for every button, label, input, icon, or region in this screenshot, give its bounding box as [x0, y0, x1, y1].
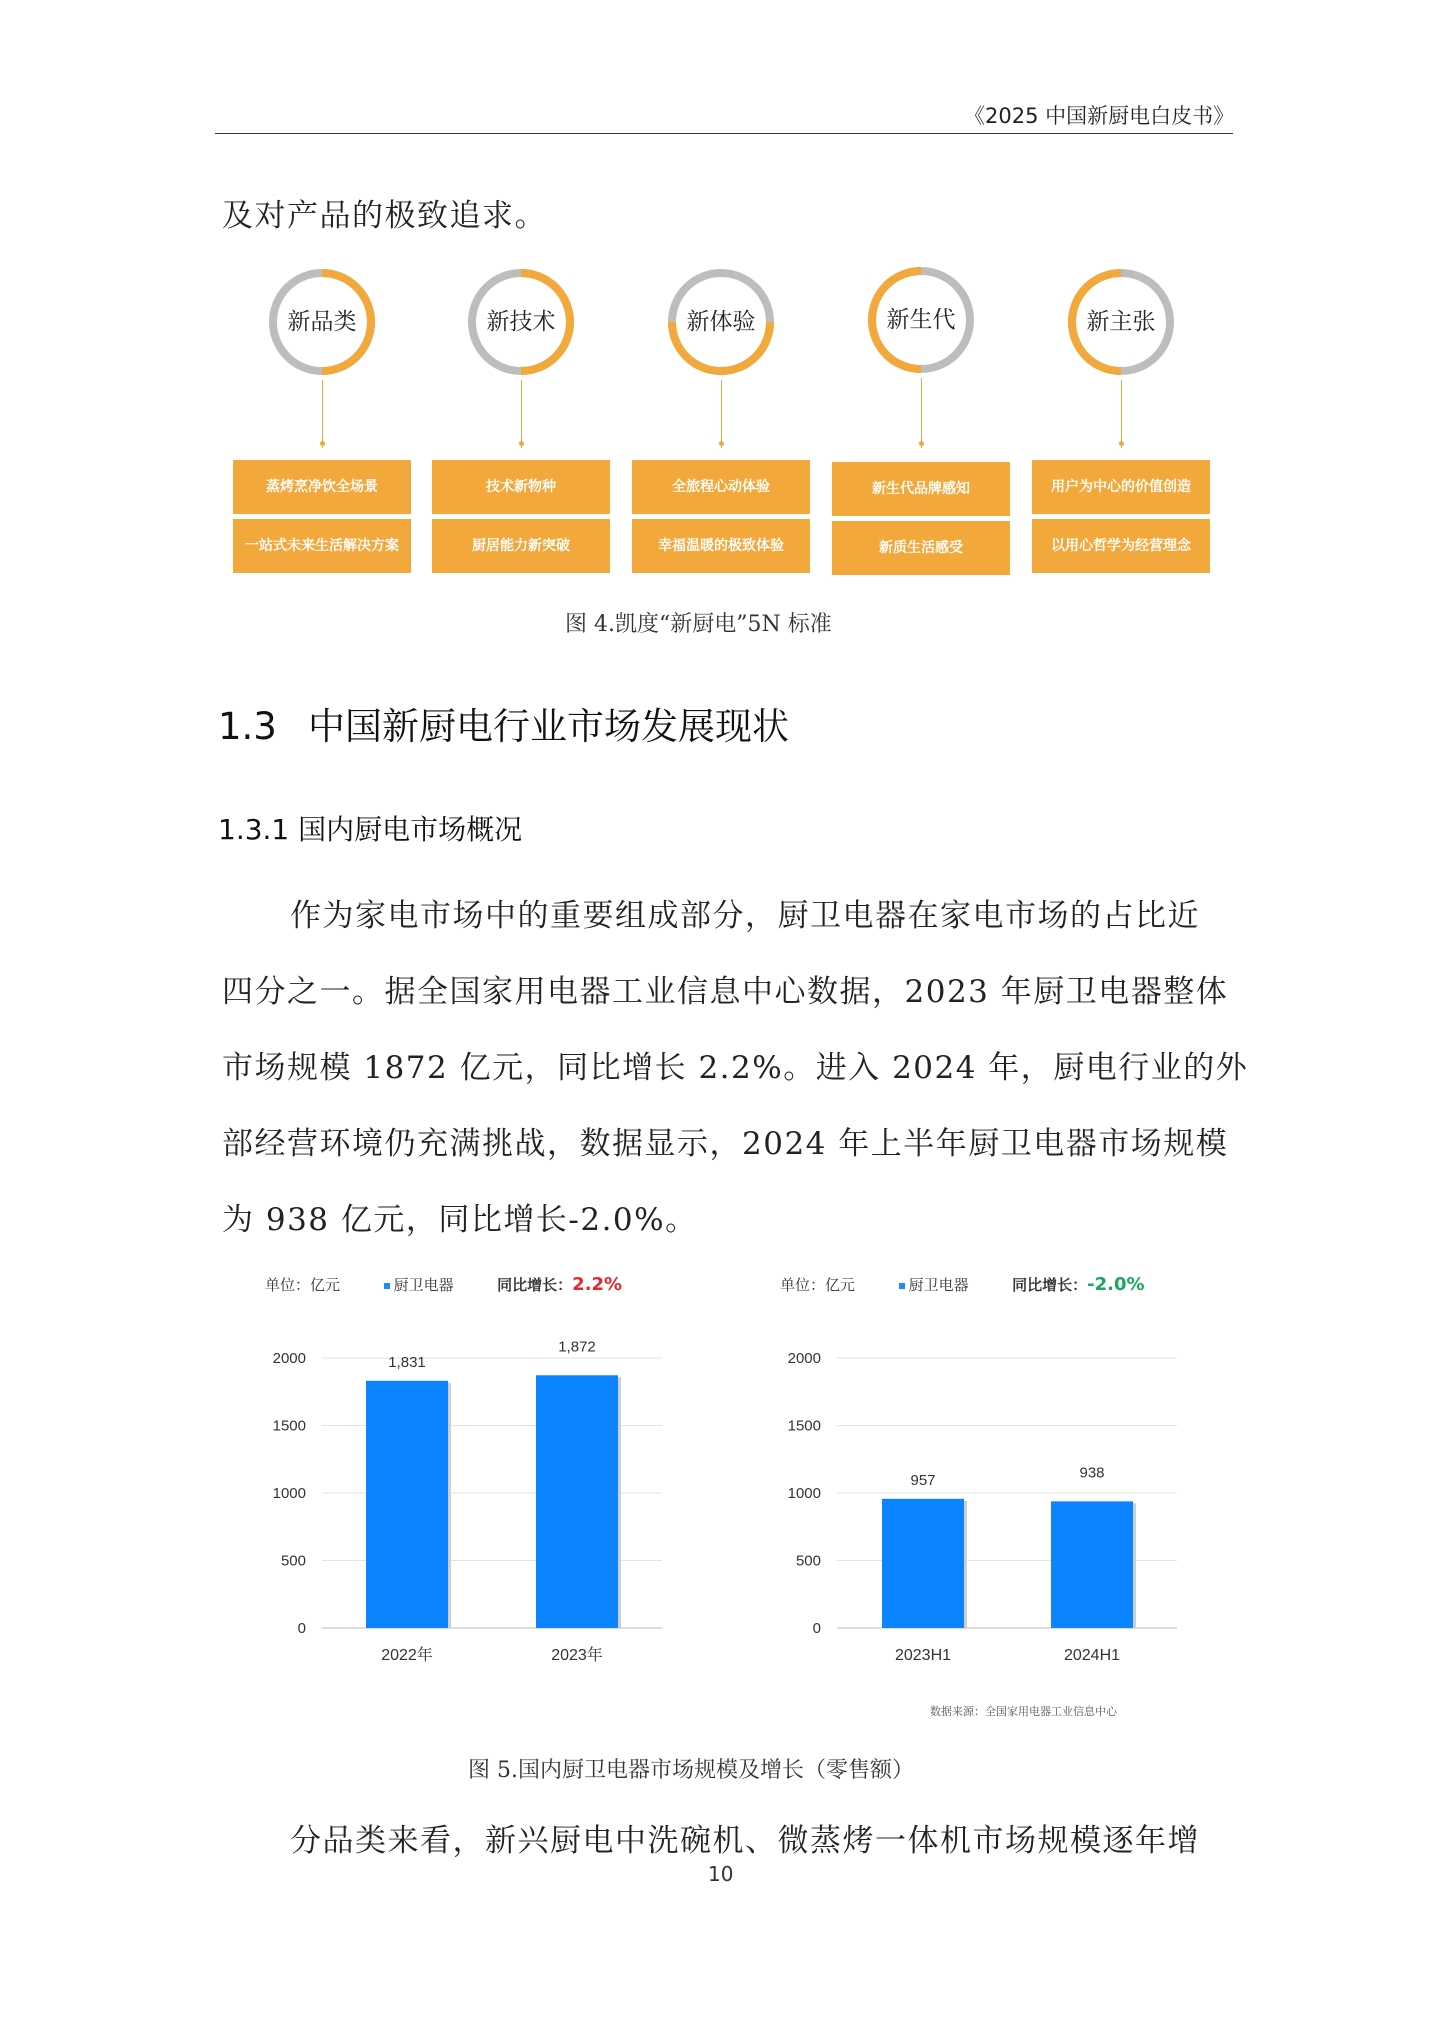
y-tick-label: 0 — [812, 1620, 821, 1637]
five-n-ring-1 — [268, 268, 376, 376]
connector-line — [721, 380, 722, 448]
five-n-label: 新体验 — [686, 309, 756, 335]
subsection-heading: 1.3.1 国内厨电市场概况 — [218, 813, 523, 846]
y-tick-label: 1000 — [272, 1485, 306, 1502]
five-n-ring-4 — [867, 266, 975, 374]
bar-value-label: 938 — [1079, 1464, 1105, 1482]
chart-2-header — [780, 1274, 1145, 1295]
bar-chart-2022-2023 — [250, 1330, 680, 1670]
growth-value: 2.2% — [572, 1274, 623, 1295]
y-tick-label: 2000 — [272, 1350, 306, 1367]
y-tick-label: 0 — [297, 1620, 306, 1637]
y-tick-label: 500 — [280, 1552, 306, 1570]
paragraph-line: 作为家电市场中的重要组成部分，厨卫电器在家电市场的占比近 — [290, 898, 1200, 934]
figure-4-caption: 图 4.凯度“新厨电”5N 标准 — [565, 612, 832, 637]
y-tick-label: 1000 — [787, 1485, 821, 1502]
five-n-ring-5 — [1067, 268, 1175, 376]
five-n-box-top: 技术新物种 — [432, 460, 610, 514]
bar — [882, 1499, 964, 1628]
legend-label: 厨卫电器 — [908, 1276, 969, 1294]
running-header: 《2025 中国新厨电白皮书》 — [964, 104, 1235, 128]
y-tick-label: 1500 — [272, 1417, 306, 1435]
paragraph-line: 市场规模 1872 亿元，同比增长 2.2%。进入 2024 年，厨电行业的外 — [222, 1050, 1249, 1086]
x-category-label: 2023H1 — [894, 1647, 952, 1664]
section-title: 中国新厨电行业市场发展现状 — [308, 705, 789, 748]
growth-label: 同比增长： — [497, 1276, 573, 1294]
connector-line — [921, 378, 922, 448]
section-number: 1.3 — [218, 705, 277, 748]
paragraph-line: 部经营环境仍充满挑战，数据显示，2024 年上半年厨卫电器市场规模 — [222, 1126, 1229, 1162]
growth-value: -2.0% — [1087, 1274, 1145, 1295]
unit-label: 单位：亿元 — [780, 1276, 856, 1294]
connector-dot — [320, 441, 325, 446]
y-tick-label: 2000 — [787, 1350, 821, 1367]
bar — [1051, 1501, 1133, 1628]
y-tick-label: 1500 — [787, 1417, 821, 1435]
five-n-label: 新主张 — [1086, 309, 1156, 335]
five-n-box-bottom: 一站式未来生活解决方案 — [233, 519, 411, 573]
x-category-label: 2023年 — [551, 1647, 603, 1664]
five-n-label: 新品类 — [287, 309, 357, 335]
five-n-label: 新生代 — [886, 307, 956, 333]
five-n-box-bottom: 幸福温暖的极致体验 — [632, 519, 810, 573]
bar-value-label: 1,831 — [388, 1353, 426, 1371]
figure-5-caption: 图 5.国内厨卫电器市场规模及增长（零售额） — [468, 1758, 914, 1783]
five-n-box-top: 新生代品牌感知 — [832, 462, 1010, 516]
intro-tail-text: 及对产品的极致追求。 — [222, 198, 547, 234]
five-n-ring-2 — [467, 268, 575, 376]
paragraph-line: 为 938 亿元，同比增长-2.0%。 — [222, 1202, 698, 1238]
connector-dot — [519, 441, 524, 446]
bar-chart-h1 — [765, 1330, 1195, 1670]
five-n-box-bottom: 新质生活感受 — [832, 521, 1010, 575]
five-n-label: 新技术 — [486, 309, 556, 335]
five-n-box-bottom: 厨居能力新突破 — [432, 519, 610, 573]
connector-dot — [719, 441, 724, 446]
connector-line — [322, 380, 323, 448]
connector-dot — [919, 441, 924, 446]
connector-line — [1121, 380, 1122, 448]
five-n-box-top: 用户为中心的价值创造 — [1032, 460, 1210, 514]
data-source-note: 数据来源：全国家用电器工业信息中心 — [930, 1705, 1117, 1718]
growth-label: 同比增长： — [1012, 1276, 1088, 1294]
x-category-label: 2022年 — [381, 1647, 433, 1664]
bar-value-label: 1,872 — [558, 1338, 596, 1356]
paragraph-line: 四分之一。据全国家用电器工业信息中心数据，2023 年厨卫电器整体 — [222, 974, 1229, 1010]
connector-line — [521, 380, 522, 448]
five-n-box-top: 蒸烤烹净饮全场景 — [233, 460, 411, 514]
section-heading — [218, 696, 789, 750]
legend-label: 厨卫电器 — [393, 1276, 454, 1294]
five-n-diagram — [0, 0, 1440, 620]
page-number: 10 — [708, 1862, 734, 1886]
five-n-box-bottom: 以用心哲学为经营理念 — [1032, 519, 1210, 573]
bar-value-label: 957 — [910, 1471, 936, 1489]
chart-1-header — [265, 1274, 622, 1295]
legend-swatch-icon — [899, 1283, 905, 1289]
five-n-box-top: 全旅程心动体验 — [632, 460, 810, 514]
closing-paragraph-line: 分品类来看，新兴厨电中洗碗机、微蒸烤一体机市场规模逐年增 — [290, 1823, 1200, 1859]
x-category-label: 2024H1 — [1063, 1647, 1121, 1664]
bar — [536, 1375, 618, 1628]
bar — [366, 1381, 448, 1628]
y-tick-label: 500 — [795, 1552, 821, 1570]
legend-swatch-icon — [384, 1283, 390, 1289]
five-n-ring-3 — [667, 268, 775, 376]
unit-label: 单位：亿元 — [265, 1276, 341, 1294]
connector-dot — [1119, 441, 1124, 446]
